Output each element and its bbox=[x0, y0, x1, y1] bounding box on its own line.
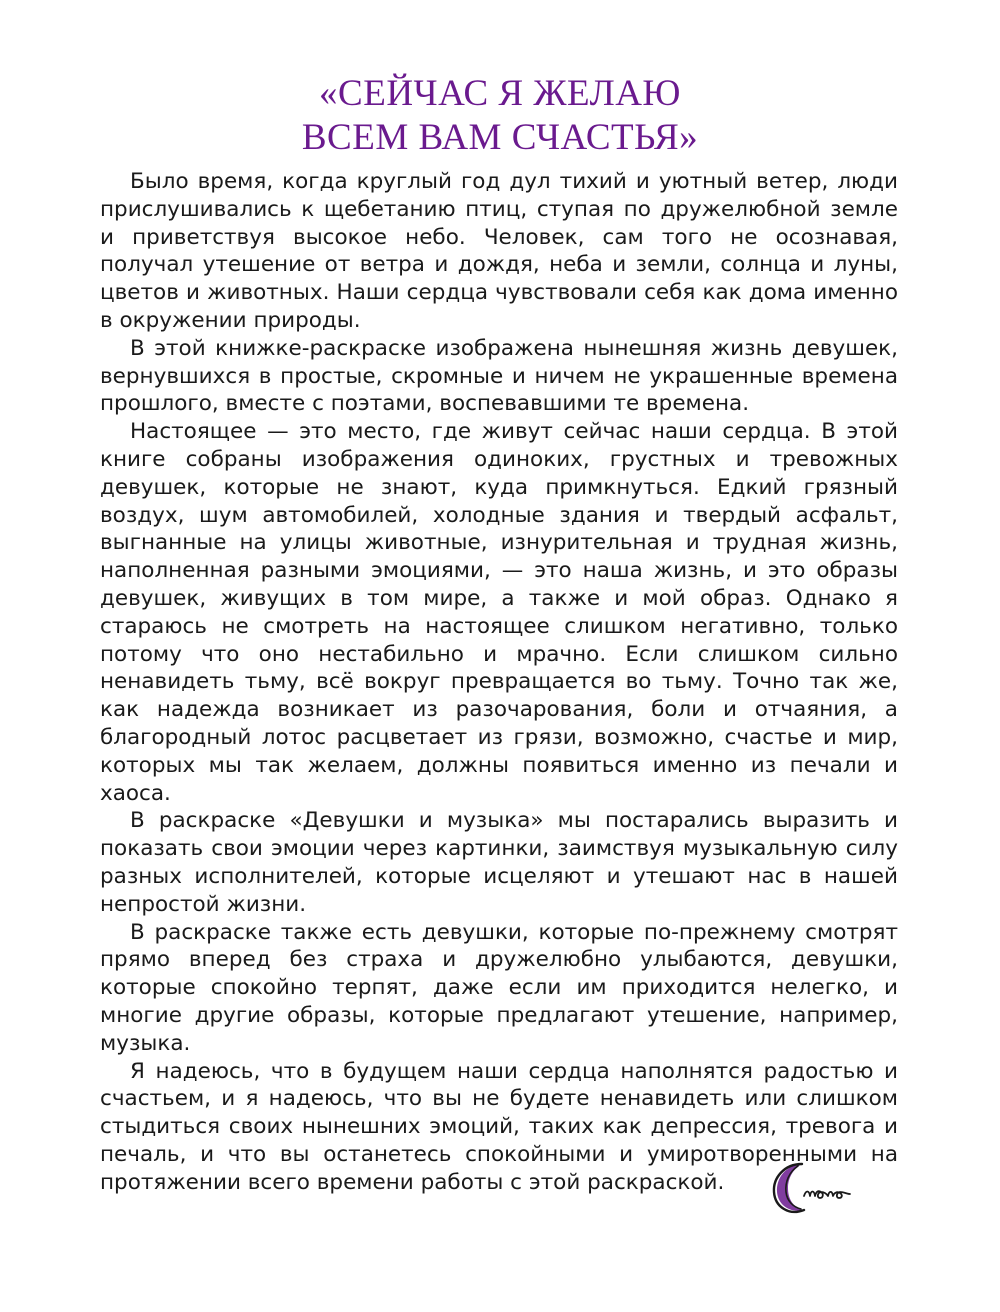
paragraph-2: В этой книжке-раскраске изображена нынешняя жизнь девушек, вернувшихся в простые, скромные и ничем не украшенные времена прошлого, вместе с поэтами, воспевавшими те времена. bbox=[100, 335, 898, 417]
page-title bbox=[100, 72, 900, 160]
article-body bbox=[100, 168, 898, 1196]
paragraph-3: Настоящее — это место, где живут сейчас наши сердца. В этой книге собраны изображения одиноких, грустных и тревожных девушек, которые не знают, куда примкнуться. Едкий грязный воздух, шум автомобилей, холодные здания и твердый асфальт, выгнанные на улицы животные, изнурительная и трудная жизнь, наполненная разными эмоциями, — это наша жизнь, и это образы девушек, живущих в том мире, а также и мой образ. Однако я стараюсь не смотреть на настоящее слишком негативно, только потому что оно нестабильно и мрачно. Если слишком сильно ненавидеть тьму, всё вокруг превращается во тьму. Точно так же, как надежда возникает из разочарования, боли и отчаяния, а благородный лотос расцветает из грязи, возможно, счастье и мир, которых мы так желаем, должны появиться именно из печали и хаоса. bbox=[100, 419, 898, 806]
title-line-2: ВСЕМ ВАМ СЧАСТЬЯ» bbox=[301, 117, 699, 158]
paragraph-6: Я надеюсь, что в будущем наши сердца наполнятся радостью и счастьем, и я надеюсь, что вы не будете ненавидеть или слишком стыдиться своих нынешних эмоций, таких как депрессия, тревога и печаль, и что вы останетесь спокойными и умиротворенными на протяжении всего времени работы с этой раскраской. bbox=[100, 1058, 898, 1195]
crescent-moon-signature-icon bbox=[768, 1152, 880, 1220]
paragraph-4: В раскраске «Девушки и музыка» мы постарались выразить и показать свои эмоции через картинки, заимствуя музыкальную силу разных исполнителей, которые исцеляют и утешают нас в нашей непростой жизни. bbox=[100, 808, 898, 917]
signature bbox=[768, 1152, 880, 1220]
paragraph-1: Было время, когда круглый год дул тихий и уютный ветер, люди прислушивались к щебетанию птиц, ступая по дружелюбной земле и приветствуя высокое небо. Человек, сам того не осознавая, получал утешение от ветра и дождя, неба и земли, солнца и луны, цветов и животных. Наши сердца чувствовали себя как дома именно в окружении природы. bbox=[100, 169, 898, 333]
paragraph-5: В раскраске также есть девушки, которые по-прежнему смотрят прямо вперед без страха и дружелюбно улыбаются, девушки, которые спокойно терпят, даже если им приходится нелегко, и многие другие образы, которые предлагают утешение, например, музыка. bbox=[100, 919, 898, 1056]
title-line-1: «СЕЙЧАС Я ЖЕЛАЮ bbox=[319, 73, 681, 114]
